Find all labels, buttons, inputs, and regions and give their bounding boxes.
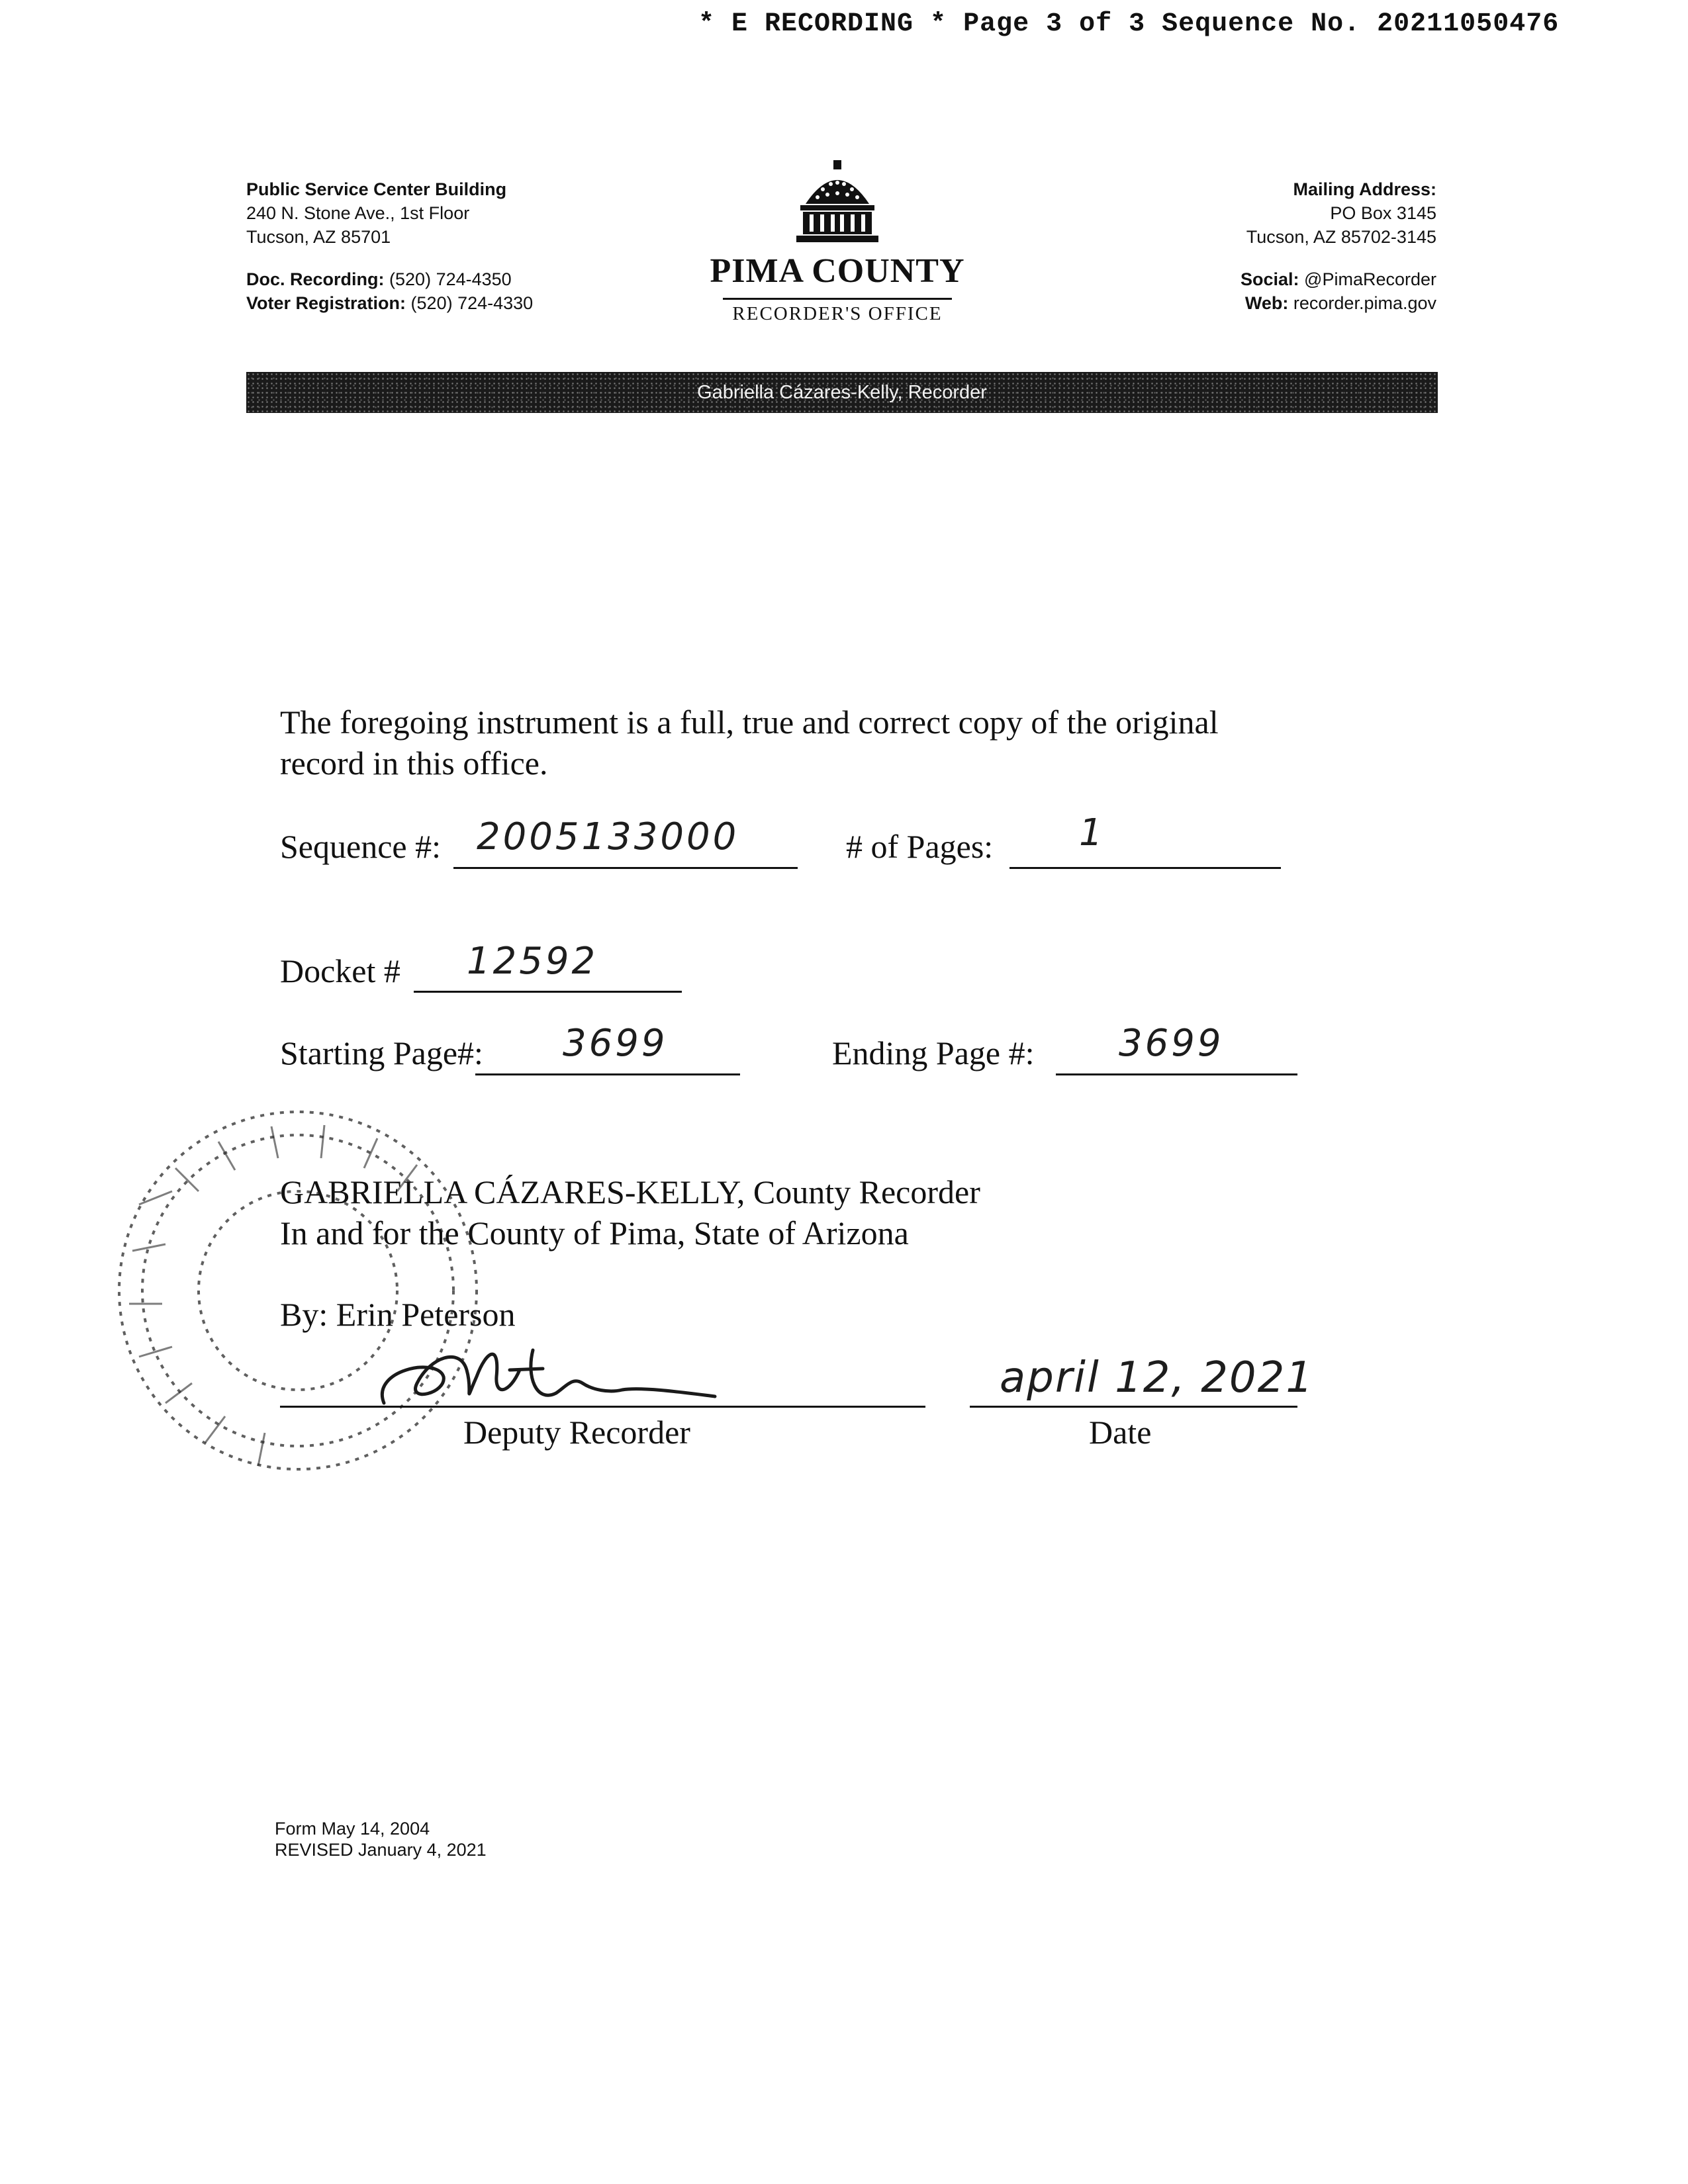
logo-divider <box>723 298 952 300</box>
recorder-banner <box>246 372 1438 413</box>
ending-page-underline <box>1056 1073 1297 1075</box>
mailing-address-label: Mailing Address: <box>1293 179 1436 199</box>
e-recording-banner: * E RECORDING * Page 3 of 3 Sequence No. 20211050476 <box>698 9 1560 39</box>
county-recorder-line: GABRIELLA CÁZARES-KELLY, County Recorder <box>280 1173 980 1210</box>
starting-page-underline <box>475 1073 740 1075</box>
signature-line <box>280 1406 925 1408</box>
courthouse-dome-logo-icon <box>791 158 884 250</box>
website: Web: recorder.pima.gov <box>1244 293 1436 313</box>
date-line <box>970 1406 1297 1408</box>
date-caption: Date <box>1089 1414 1152 1451</box>
county-name: PIMA COUNTY <box>710 252 965 290</box>
deputy-signature-icon <box>344 1330 755 1423</box>
by-deputy-line: By: Erin Peterson <box>280 1296 516 1333</box>
office-address-block <box>246 177 533 315</box>
pages-underline <box>1009 867 1281 869</box>
city-address: Tucson, AZ 85701 <box>246 227 391 247</box>
mailing-city: Tucson, AZ 85702-3145 <box>1246 227 1436 247</box>
signed-date: april 12, 2021 <box>1000 1353 1315 1402</box>
social-handle: Social: @PimaRecorder <box>1240 269 1436 289</box>
certification-statement: The foregoing instrument is a full, true and correct copy of the original record in this office. <box>280 704 1219 782</box>
form-date-line: Form May 14, 2004 <box>275 1819 430 1839</box>
mailing-address-block <box>1241 177 1436 315</box>
sequence-value: 2005133000 <box>477 815 739 858</box>
deputy-recorder-caption: Deputy Recorder <box>463 1414 690 1451</box>
pages-label: # of Pages: <box>846 828 994 865</box>
doc-recording-phone: Doc. Recording: (520) 724-4350 <box>246 269 512 289</box>
form-revision-info <box>275 1818 487 1860</box>
docket-value: 12592 <box>467 940 598 983</box>
docket-label: Docket # <box>280 952 400 989</box>
starting-page-value: 3699 <box>563 1022 668 1065</box>
voter-registration-phone: Voter Registration: (520) 724-4330 <box>246 293 534 313</box>
jurisdiction-line: In and for the County of Pima, State of Arizona <box>280 1214 909 1251</box>
street-address: 240 N. Stone Ave., 1st Floor <box>246 203 470 223</box>
sequence-label: Sequence #: <box>280 828 441 865</box>
ending-page-value: 3699 <box>1119 1022 1224 1065</box>
county-seal-stamp-icon <box>99 1085 496 1496</box>
po-box: PO Box 3145 <box>1330 203 1436 223</box>
revised-date-line: REVISED January 4, 2021 <box>275 1840 487 1860</box>
recorder-banner-text: Gabriella Cázares-Kelly, Recorder <box>697 382 987 403</box>
sequence-underline <box>453 867 798 869</box>
pages-value: 1 <box>1079 811 1105 854</box>
building-name: Public Service Center Building <box>246 179 507 199</box>
ending-page-label: Ending Page #: <box>832 1034 1035 1071</box>
docket-underline <box>414 991 682 993</box>
starting-page-label: Starting Page#: <box>280 1034 483 1071</box>
office-name: RECORDER'S OFFICE <box>732 303 943 324</box>
